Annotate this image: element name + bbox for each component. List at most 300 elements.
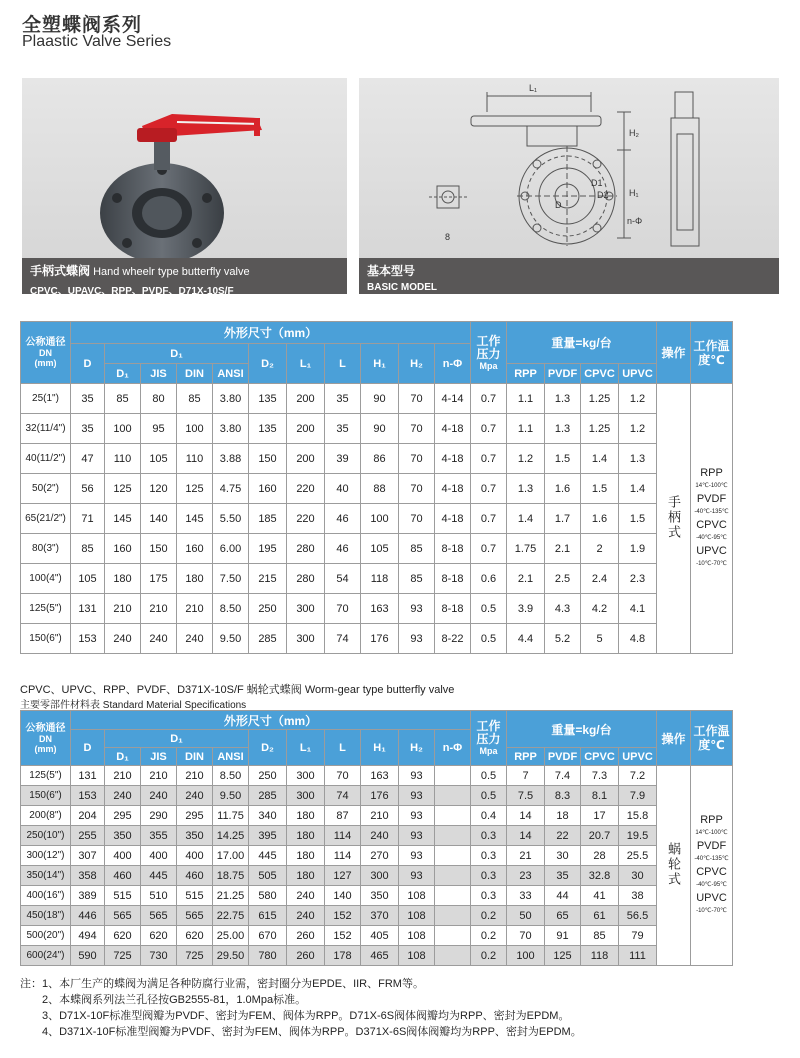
- table-cell: 220: [287, 474, 325, 504]
- table-cell: 285: [249, 786, 287, 806]
- table-cell: 195: [249, 534, 287, 564]
- table-cell: 4-18: [435, 444, 471, 474]
- table-cell: 70: [399, 414, 435, 444]
- col-din: DIN: [177, 748, 213, 766]
- table-cell: 40(11/2"): [21, 444, 71, 474]
- temperature-range: 14℃-100℃: [695, 482, 728, 489]
- table-cell: 56.5: [619, 906, 657, 926]
- table-cell: 105: [361, 534, 399, 564]
- table-cell: 114: [325, 826, 361, 846]
- table-cell: 0.2: [471, 946, 507, 966]
- table-cell: 2.4: [581, 564, 619, 594]
- table-row: [21, 534, 733, 564]
- table-cell: 120: [141, 474, 177, 504]
- table-cell: 8.50: [213, 766, 249, 786]
- table-cell: 20.7: [581, 826, 619, 846]
- table-cell: 210: [105, 594, 141, 624]
- table-cell: 125(5"): [21, 766, 71, 786]
- table-cell: 2.5: [545, 564, 581, 594]
- table-cell: 445: [249, 846, 287, 866]
- table-cell: 515: [105, 886, 141, 906]
- table-cell: 85: [399, 564, 435, 594]
- col-dn: 公称通径 DN (mm): [21, 711, 71, 766]
- table-cell: [435, 806, 471, 826]
- col-d: D: [71, 344, 105, 384]
- table-cell: 7.3: [581, 766, 619, 786]
- col-jis: JIS: [141, 364, 177, 384]
- table-cell: 1.3: [507, 474, 545, 504]
- table-cell: 2: [581, 534, 619, 564]
- table-cell: 2.1: [507, 564, 545, 594]
- table-cell: 127: [325, 866, 361, 886]
- table-cell: 307: [71, 846, 105, 866]
- table-row: [21, 594, 733, 624]
- col-ansi: ANSI: [213, 748, 249, 766]
- table-cell: 160: [105, 534, 141, 564]
- table-cell: 131: [71, 766, 105, 786]
- table-cell: 14: [507, 806, 545, 826]
- table-cell: 100: [361, 504, 399, 534]
- table-cell: 160: [249, 474, 287, 504]
- table-cell: 600(24"): [21, 946, 71, 966]
- table-cell: 1.3: [619, 444, 657, 474]
- table-cell: 1.3: [545, 414, 581, 444]
- table-cell: 300: [287, 786, 325, 806]
- col-l1: L₁: [287, 730, 325, 766]
- temperature-material: RPP: [700, 813, 723, 826]
- table-cell: 153: [71, 624, 105, 654]
- table-cell: 70: [325, 594, 361, 624]
- table-cell: 350: [361, 886, 399, 906]
- table-cell: 180: [287, 846, 325, 866]
- table-cell: 300: [287, 624, 325, 654]
- table-cell: 35: [325, 414, 361, 444]
- col-dims: 外形尺寸（mm）: [71, 322, 471, 344]
- col-cpvc: CPVC: [581, 364, 619, 384]
- col-pvdf: PVDF: [545, 748, 581, 766]
- table-cell: [435, 906, 471, 926]
- table-cell: 32.8: [581, 866, 619, 886]
- table-cell: 285: [249, 624, 287, 654]
- col-weight: 重量=kg/台: [507, 711, 657, 748]
- table-cell: 210: [141, 594, 177, 624]
- table-cell: 118: [361, 564, 399, 594]
- table-cell: 510: [141, 886, 177, 906]
- table-cell: 300: [287, 766, 325, 786]
- note-4: 4、D371X-10F标准型阀瓣为PVDF、密封为FEM、阀体为RPP。D371X-6S阀体阀瓣均为RPP、密封为EPDM。: [42, 1026, 582, 1038]
- table-cell: 260: [287, 926, 325, 946]
- table-cell: 90: [361, 384, 399, 414]
- table-cell: 400: [105, 846, 141, 866]
- table-cell: 250: [249, 766, 287, 786]
- table-cell: 0.7: [471, 444, 507, 474]
- table-cell: 240: [105, 786, 141, 806]
- table-cell: 220: [287, 504, 325, 534]
- table-cell: 3.9: [507, 594, 545, 624]
- table-cell: 4.75: [213, 474, 249, 504]
- table-cell: 4.2: [581, 594, 619, 624]
- temperature-range: -40℃-135℃: [694, 855, 729, 862]
- table-cell: 125(5"): [21, 594, 71, 624]
- table-cell: 460: [177, 866, 213, 886]
- table-cell: 88: [361, 474, 399, 504]
- table-row: [21, 384, 733, 414]
- product-label-en: Hand wheelr type butterfly valve: [93, 266, 250, 278]
- table-cell: 445: [141, 866, 177, 886]
- table-cell: 240: [287, 886, 325, 906]
- col-d2: D₂: [249, 730, 287, 766]
- table-cell: 17: [581, 806, 619, 826]
- table-cell: 300: [287, 594, 325, 624]
- product-label-cn: 手柄式蝶阀: [30, 264, 91, 278]
- table-row: [21, 564, 733, 594]
- table-cell: 145: [177, 504, 213, 534]
- temperature-cell: [691, 766, 733, 966]
- table-cell: 7.2: [619, 766, 657, 786]
- table-cell: 240: [141, 624, 177, 654]
- operation-label: 蜗轮式: [666, 841, 681, 887]
- table-cell: 350(14"): [21, 866, 71, 886]
- table-cell: 7.5: [507, 786, 545, 806]
- basic-model-panel: [359, 78, 779, 294]
- table-row: [21, 926, 733, 946]
- table-cell: 200: [287, 444, 325, 474]
- temperature-range: -10℃-70℃: [696, 907, 727, 914]
- table-cell: 39: [325, 444, 361, 474]
- table-cell: 14.25: [213, 826, 249, 846]
- table-cell: 65: [545, 906, 581, 926]
- table-cell: 118: [581, 946, 619, 966]
- temperature-material: UPVC: [696, 891, 727, 904]
- col-din: DIN: [177, 364, 213, 384]
- table-cell: 93: [399, 624, 435, 654]
- table-cell: 100: [177, 414, 213, 444]
- table-cell: 22.75: [213, 906, 249, 926]
- page-title-cn: 全塑蝶阀系列: [22, 15, 143, 36]
- col-l: L: [325, 344, 361, 384]
- table-cell: 505: [249, 866, 287, 886]
- table-cell: 1.3: [545, 384, 581, 414]
- temperature-cell: [691, 384, 733, 654]
- table-cell: 0.4: [471, 806, 507, 826]
- table-cell: 70: [325, 766, 361, 786]
- table-cell: 8-18: [435, 594, 471, 624]
- table-cell: 140: [325, 886, 361, 906]
- col-h2: H₂: [399, 344, 435, 384]
- table-cell: 1.25: [581, 384, 619, 414]
- table-cell: 395: [249, 826, 287, 846]
- table-cell: 1.75: [507, 534, 545, 564]
- table-cell: 100: [105, 414, 141, 444]
- table-cell: 29.50: [213, 946, 249, 966]
- temperature-material: PVDF: [696, 492, 727, 505]
- table-cell: 620: [105, 926, 141, 946]
- table-cell: 21.25: [213, 886, 249, 906]
- table-cell: 0.3: [471, 866, 507, 886]
- table-cell: 4.8: [619, 624, 657, 654]
- table-cell: 108: [399, 926, 435, 946]
- table-cell: 250: [249, 594, 287, 624]
- table-cell: 4.3: [545, 594, 581, 624]
- table-cell: 93: [399, 786, 435, 806]
- table-cell: 152: [325, 926, 361, 946]
- butterfly-valve-photo: [22, 78, 347, 258]
- table-cell: [435, 946, 471, 966]
- col-h1: H₁: [361, 730, 399, 766]
- table-cell: 0.7: [471, 414, 507, 444]
- table-cell: 460: [105, 866, 141, 886]
- table-cell: 500(20"): [21, 926, 71, 946]
- table-cell: 358: [71, 866, 105, 886]
- table-cell: 79: [619, 926, 657, 946]
- basic-model-label-cn: 基本型号: [367, 264, 416, 278]
- table-cell: 0.3: [471, 846, 507, 866]
- table-cell: 93: [399, 826, 435, 846]
- table-cell: 23: [507, 866, 545, 886]
- col-upvc: UPVC: [619, 364, 657, 384]
- table-cell: 350: [105, 826, 141, 846]
- table-cell: 56: [71, 474, 105, 504]
- col-upvc: UPVC: [619, 748, 657, 766]
- table-row: [21, 786, 733, 806]
- table-cell: 389: [71, 886, 105, 906]
- table-cell: 565: [177, 906, 213, 926]
- table-cell: 93: [399, 766, 435, 786]
- table-cell: 4-18: [435, 474, 471, 504]
- table-row: [21, 806, 733, 826]
- table-cell: 74: [325, 786, 361, 806]
- temperature-range: 14℃-100℃: [695, 829, 728, 836]
- table-cell: 465: [361, 946, 399, 966]
- table-cell: 270: [361, 846, 399, 866]
- table-cell: 8-22: [435, 624, 471, 654]
- table-cell: 1.9: [619, 534, 657, 564]
- table-cell: 0.2: [471, 926, 507, 946]
- table-row: [21, 906, 733, 926]
- table-cell: 18.75: [213, 866, 249, 886]
- table-cell: [435, 926, 471, 946]
- table-cell: 565: [105, 906, 141, 926]
- table-row: [21, 946, 733, 966]
- table-cell: 5.2: [545, 624, 581, 654]
- table-cell: 725: [177, 946, 213, 966]
- table-cell: 150: [249, 444, 287, 474]
- col-rpp: RPP: [507, 748, 545, 766]
- table-cell: 6.00: [213, 534, 249, 564]
- table-cell: 65(21/2"): [21, 504, 71, 534]
- dim-label-d1: D1: [591, 178, 603, 188]
- table-cell: 85: [71, 534, 105, 564]
- table-cell: 240: [105, 624, 141, 654]
- table-cell: 108: [399, 946, 435, 966]
- col-temperature: 工作温度℃: [691, 322, 733, 384]
- table-cell: 295: [177, 806, 213, 826]
- table-cell: 135: [249, 384, 287, 414]
- table-cell: 210: [177, 594, 213, 624]
- product-caption-bar: [22, 258, 347, 297]
- table-cell: 100(4"): [21, 564, 71, 594]
- table-cell: 7.9: [619, 786, 657, 806]
- table-cell: 85: [177, 384, 213, 414]
- table-cell: 38: [619, 886, 657, 906]
- table-cell: [435, 846, 471, 866]
- table-row: [21, 624, 733, 654]
- table-cell: 150: [141, 534, 177, 564]
- table-cell: 240: [177, 624, 213, 654]
- table-cell: 160: [177, 534, 213, 564]
- col-d2: D₂: [249, 344, 287, 384]
- table-cell: 0.7: [471, 534, 507, 564]
- dim-label-h1: H₁: [629, 188, 639, 198]
- col-temperature: 工作温度℃: [691, 711, 733, 766]
- dim-label-d2: D2: [597, 190, 609, 200]
- temperature-material: CPVC: [696, 518, 727, 531]
- table-cell: 28: [581, 846, 619, 866]
- table-cell: 2.1: [545, 534, 581, 564]
- col-dn: 公称通径 DN (mm): [21, 322, 71, 384]
- table-cell: 70: [507, 926, 545, 946]
- table-cell: 93: [399, 866, 435, 886]
- col-weight: 重量=kg/台: [507, 322, 657, 364]
- table-cell: 1.4: [507, 504, 545, 534]
- table-cell: 90: [361, 414, 399, 444]
- handle-valve-spec-table: [20, 321, 733, 654]
- worm-gear-valve-spec-table: [20, 710, 733, 966]
- table-cell: 446: [71, 906, 105, 926]
- table-cell: 725: [105, 946, 141, 966]
- section2-title: CPVC、UPVC、RPP、PVDF、D371X-10S/F 蜗轮式蝶阀 Worm-gear type butterfly valve: [20, 684, 455, 696]
- table-cell: 515: [177, 886, 213, 906]
- table-cell: 295: [105, 806, 141, 826]
- col-n-phi: n-Φ: [435, 730, 471, 766]
- table-cell: 350: [177, 826, 213, 846]
- table-cell: 32(11/4"): [21, 414, 71, 444]
- table-cell: 8-18: [435, 564, 471, 594]
- table-cell: 210: [177, 766, 213, 786]
- temperature-range: -40℃-95℃: [696, 534, 727, 541]
- table-cell: 250(10"): [21, 826, 71, 846]
- table-cell: 0.6: [471, 564, 507, 594]
- table-cell: 0.5: [471, 594, 507, 624]
- col-n-phi: n-Φ: [435, 344, 471, 384]
- table-cell: 1.6: [581, 504, 619, 534]
- col-l: L: [325, 730, 361, 766]
- table-cell: 19.5: [619, 826, 657, 846]
- table-cell: 0.7: [471, 474, 507, 504]
- table-cell: 176: [361, 786, 399, 806]
- table-cell: 135: [249, 414, 287, 444]
- section2-subtitle: 主要零部件材料表 Standard Material Specifications: [20, 700, 247, 711]
- dim-label-l1: L₁: [529, 83, 538, 93]
- table-cell: 125: [105, 474, 141, 504]
- table-cell: 163: [361, 594, 399, 624]
- table-cell: 35: [71, 384, 105, 414]
- table-row: [21, 766, 733, 786]
- table-cell: 46: [325, 504, 361, 534]
- table-cell: 2.3: [619, 564, 657, 594]
- table-cell: 0.5: [471, 786, 507, 806]
- col-jis: JIS: [141, 748, 177, 766]
- table-cell: 300(12"): [21, 846, 71, 866]
- col-d1: D₁: [105, 730, 249, 748]
- basic-model-caption-bar: [359, 258, 779, 294]
- table-cell: 33: [507, 886, 545, 906]
- table-cell: 7.4: [545, 766, 581, 786]
- table-cell: 25(1"): [21, 384, 71, 414]
- table-cell: 131: [71, 594, 105, 624]
- table-cell: 50: [507, 906, 545, 926]
- table-cell: 105: [141, 444, 177, 474]
- table-cell: 15.8: [619, 806, 657, 826]
- table-cell: 47: [71, 444, 105, 474]
- table-cell: 0.3: [471, 886, 507, 906]
- col-pressure: 工作压力 Mpa: [471, 322, 507, 384]
- table-cell: 780: [249, 946, 287, 966]
- table-cell: 670: [249, 926, 287, 946]
- table-cell: 1.6: [545, 474, 581, 504]
- col-rpp: RPP: [507, 364, 545, 384]
- table-cell: 93: [399, 846, 435, 866]
- table-cell: 370: [361, 906, 399, 926]
- table-cell: 1.5: [619, 504, 657, 534]
- table-cell: 40: [325, 474, 361, 504]
- table-cell: 46: [325, 534, 361, 564]
- temperature-range: -40℃-135℃: [694, 508, 729, 515]
- table-cell: 210: [361, 806, 399, 826]
- table-cell: 25.00: [213, 926, 249, 946]
- temperature-material: UPVC: [696, 544, 727, 557]
- product-models: CPVC、UPAVC、RPP、PVDF、D71X-10S/F: [30, 286, 234, 297]
- table-cell: 163: [361, 766, 399, 786]
- table-cell: 4.4: [507, 624, 545, 654]
- table-cell: 74: [325, 624, 361, 654]
- table-cell: 25.5: [619, 846, 657, 866]
- temperature-range: -10℃-70℃: [696, 560, 727, 567]
- col-ansi: ANSI: [213, 364, 249, 384]
- col-d1-sub: D₁: [105, 364, 141, 384]
- table-cell: 4-18: [435, 504, 471, 534]
- page-title-en: Plaastic Valve Series: [22, 33, 172, 50]
- table-cell: 180: [105, 564, 141, 594]
- product-photo-panel: [22, 78, 347, 297]
- table-cell: 400: [141, 846, 177, 866]
- col-pvdf: PVDF: [545, 364, 581, 384]
- basic-model-label-en: BASIC MODEL: [367, 282, 437, 293]
- table-cell: 3.80: [213, 414, 249, 444]
- table-cell: 22: [545, 826, 581, 846]
- table-cell: 0.2: [471, 906, 507, 926]
- table-cell: 150(6"): [21, 624, 71, 654]
- table-cell: 405: [361, 926, 399, 946]
- table-cell: 108: [399, 886, 435, 906]
- table-cell: 180: [177, 564, 213, 594]
- table-cell: 0.7: [471, 504, 507, 534]
- table-cell: 185: [249, 504, 287, 534]
- table-cell: 1.2: [619, 414, 657, 444]
- table-cell: 0.5: [471, 624, 507, 654]
- temperature-range: -40℃-95℃: [696, 881, 727, 888]
- table-cell: 7.50: [213, 564, 249, 594]
- table-cell: 175: [141, 564, 177, 594]
- table-cell: 1.1: [507, 384, 545, 414]
- notes: [20, 976, 582, 1040]
- table-cell: 210: [141, 766, 177, 786]
- table-cell: 290: [141, 806, 177, 826]
- table-cell: 4.1: [619, 594, 657, 624]
- table-cell: 153: [71, 786, 105, 806]
- col-dims: 外形尺寸（mm）: [71, 711, 471, 730]
- table-cell: 1.4: [581, 444, 619, 474]
